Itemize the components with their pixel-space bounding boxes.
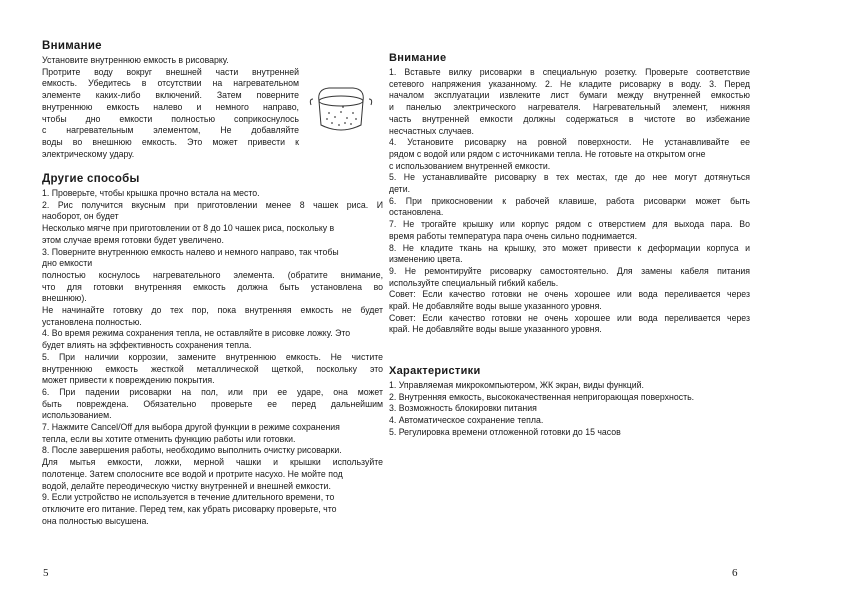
text-line: полностью коснулось нагревательного элемента. (обратите внимание, [42,269,383,280]
text-line: что для готовки внутренняя емкость должна быть установлена во [42,281,383,292]
text-line: сетевого напряжения указанному. 2. Не кладите рисоварку в воду. 3. Перед [389,78,750,89]
text-line: наоборот, он будет [42,211,119,222]
text-line: 5. Регулировка времени отложенной готовки до 15 часов [389,426,621,437]
text-line: чтобы дно емкости полностью соприкоснулось [42,113,299,124]
text-line: Протрите воду вокруг внешней части внутренней [42,66,299,77]
text-line: 7. Нажмите Cancel/Off для выбора другой функции в режиме сохранения [42,422,340,432]
text-line: 4. Во время режима сохранения тепла, не оставляйте в рисовке ложку. Это [42,328,351,339]
text-line: полотенце. Затем сполосните все водой и протрите насухо. Не мойте под [42,468,343,479]
text-line: 1. Управляемая микрокомпьютером, ЖК экран, виды функций. [389,380,644,390]
text-line: 9. Не ремонтируйте рисоварку самостоятельно. Для замены кабеля питания [389,265,750,276]
text-line: внешнюю). [42,293,87,304]
right-heading-attention: Внимание [389,52,447,64]
text-line: край. Не добавляйте воды выше указанного уровня. [389,324,602,335]
text-line: 6. При прикосновении к рабочей клавише, работа рисоварки может быть [389,195,750,206]
text-line: 2. Рис получится вкусным при приготовлении менее 8 чашек риса. И [42,199,383,210]
text-line: установлена полностью. [42,316,142,327]
text-line: дно емкости [42,258,93,269]
text-line: 9. Если устройство не используется в течение длительного времени, то [42,492,335,503]
text-line: 7. Не трогайте крышку или корпус рядом с отверстием для выхода пара. Во [389,219,750,230]
text-line: она полностью высушена. [42,515,149,526]
text-line: с использованием внутренней емкости. [389,160,551,171]
text-line: началом эксплуатации извлеките лист бумаги между внутренней емкостью [389,90,750,101]
text-line: воды во внешнюю емкость. Это может привести к [42,136,299,147]
text-line: Совет: Если качество готовки не очень хорошее или вода переливается через [389,289,750,300]
right-heading-characteristics: Характеристики [389,365,481,377]
text-line: электрическому удару. [42,148,135,159]
text-line: этом случае время готовки будет увеличено. [42,234,224,245]
text-line: и панелью электрического нагревателя. Нагревательный элемент, нижняя [389,102,750,113]
text-line: несчастных случаев. [389,125,474,136]
page-number-right: 6 [732,567,738,579]
text-line: 6. При падении рисоварки на пол, или при ее ударе, она может [42,386,383,397]
text-line: рядом с водой или рядом с источниками тепла. Не готовьте на открытом огне [389,148,706,159]
text-line: может привести к повреждению покрытия. [42,375,215,386]
text-line: 5. Не устанавливайте рисоварку в тех местах, где до нее могут дотянуться [389,172,750,183]
text-line: водой, делайте переодическую чистку внутренней и внешней емкости. [42,480,331,491]
text-line: 3. Поверните внутреннюю емкость налево и немного направо, так чтобы [42,246,339,257]
text-line: 1. Вставьте вилку рисоварки в специальную розетку. Проверьте соответствие [389,67,750,77]
text-line: время работы температура пара очень сильно поднимается. [389,230,638,241]
page-number-left: 5 [43,567,49,579]
text-line: тепла, если вы хотите отменить функцию работы или готовки. [42,433,296,444]
text-line: внутреннюю емкость налево и немного направо, [42,101,299,112]
text-line: с нагревательным элементом, Не добавляйте [42,125,299,136]
text-line: 3. Возможность блокировки питания [389,403,537,414]
text-line: 1. Проверьте, чтобы крышка прочно встала на место. [42,188,260,198]
text-line: 5. При наличии коррозии, замените внутреннюю емкость. Не чистите [42,351,383,362]
text-line: 8. После завершения работы, необходимо выполнить очистку рисоварки. [42,445,342,456]
text-line: используйте специальный гибкий кабель. [389,277,559,288]
text-line: Не начинайте готовку до тех пор, пока внутренняя емкость не будет [42,305,383,315]
text-line: край. Не добавляйте воды выше указанного уровня. [389,301,602,311]
text-line: будет влиять на эффективность сохранения тепла. [42,340,252,351]
text-line: 2. Внутренняя емкость, высококачественная непригорающая поверхность. [389,391,695,402]
text-line: отключите его питание. Перед тем, как убрать рисоварку проверьте, что [42,503,337,514]
text-line: Установите внутреннюю емкость в рисоварку. [42,55,229,65]
text-line: Для мытья емкости, ложки, мерной чашки и крышки используйте [42,457,383,468]
text-line: 4. Автоматическое сохранение тепла. [389,415,544,426]
text-line: дети. [389,184,411,194]
text-line: внутреннюю емкость жесткой металлической щеткой, поскольку это [42,363,383,374]
text-line: использованием. [42,410,112,421]
text-line: емкость. Убедитесь в отсутствии на нагревательном [42,78,299,89]
text-line: остановлена. [389,207,444,218]
text-line: часть внутренней емкости должны содержаться в чистоте во избежание [389,113,750,124]
text-line: быть повреждена. Обязательно проверьте ее перед дальнейшим [42,398,383,409]
rice-cooker-pot-illustration [309,79,373,143]
left-heading-other-methods: Другие способы [42,173,140,185]
text-line: изменению цвета. [389,254,463,265]
left-heading-attention: Внимание [42,40,102,52]
text-line: элементе каких-либо включений. Затем поверните [42,90,299,101]
text-line: 4. Установите рисоварку на ровной поверхности. Не устанавливайте ее [389,137,750,148]
text-line: Несколько мягче при приготовлении от 8 до 10 чашек риса, поскольку в [42,223,335,234]
text-line: Совет: Если качество готовки не очень хорошее или вода переливается через [389,312,750,323]
text-line: 8. Не кладите ткань на крышку, это может привести к деформации корпуса и [389,242,750,253]
